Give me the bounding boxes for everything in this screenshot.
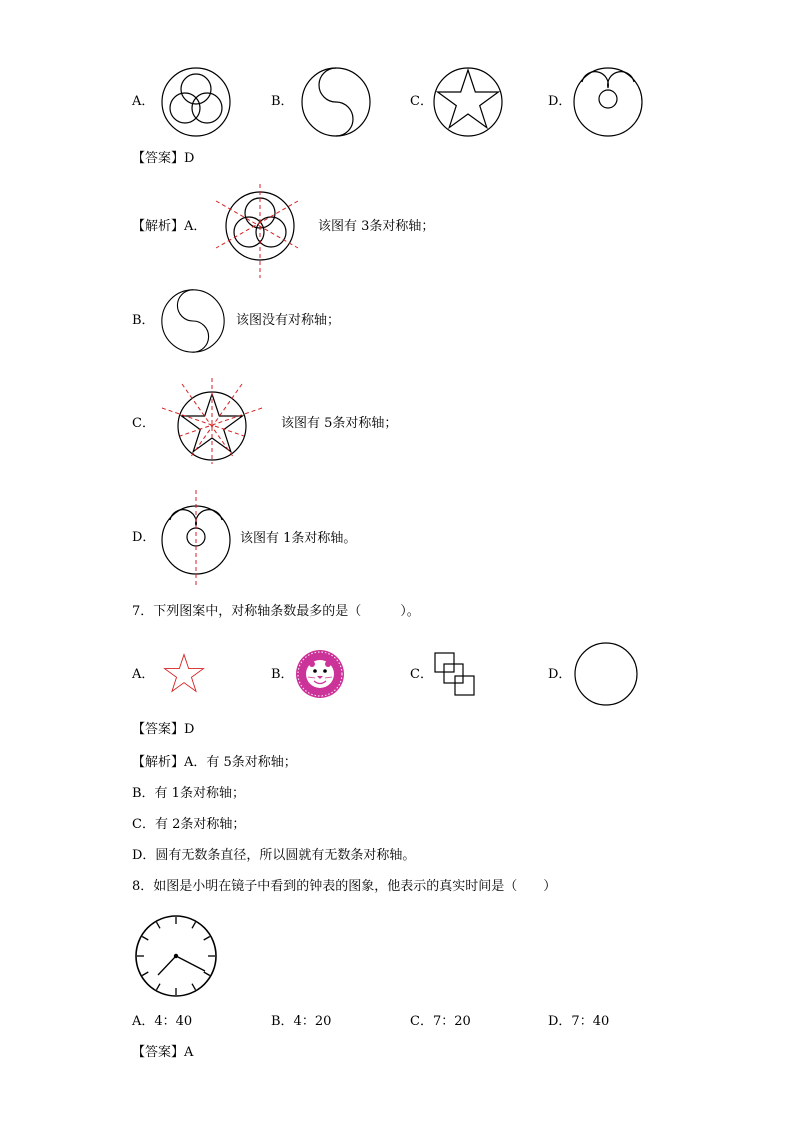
q6-option-c-label: C． [410, 94, 433, 109]
q8-option-c: C．7：20 [410, 1014, 471, 1029]
q6-analysis-figure-a-with-axes [224, 190, 296, 262]
q8-mirrored-clock-icon [134, 914, 218, 998]
q6-option-d-label: D． [548, 94, 572, 109]
clock-tick [204, 972, 210, 976]
q6-analysis-b-text: 该图没有对称轴； [236, 313, 341, 328]
q7-figure-c-three-squares [434, 652, 476, 698]
q6-analysis-lead: 【解析】A． [132, 219, 207, 234]
q6-analysis-figure-b [160, 288, 226, 354]
clock-tick [157, 984, 161, 990]
q7-option-d-label: D． [548, 667, 572, 682]
q6-analysis-c-label: C． [132, 416, 155, 431]
q8-option-b: B．4：20 [271, 1014, 332, 1029]
clock-tick [192, 922, 196, 928]
q6-analysis-b-label: B． [132, 313, 155, 328]
q6-figure-d-heart-shape-circle [572, 66, 644, 138]
clock-tick [157, 922, 161, 928]
q7-answer: 【答案】D [132, 722, 195, 737]
clock-tick [192, 984, 196, 990]
clock-tick [204, 937, 210, 941]
q6-figure-b-s-curve-circle [300, 66, 372, 138]
q7-analysis-line-4: D．圆有无数条直径，所以圆就有无数条对称轴。 [132, 848, 416, 863]
q7-figure-b-lion-face [296, 650, 344, 698]
q7-analysis-line-1: 【解析】A．有 5条对称轴； [132, 755, 297, 770]
q8-option-d: D．7：40 [548, 1014, 610, 1029]
q8-stem: 8．如图是小明在镜子中看到的钟表的图象，他表示的真实时间是（ ） [132, 879, 557, 894]
q6-analysis-figure-d-with-axis [160, 504, 232, 576]
q8-option-a: A．4：40 [132, 1014, 193, 1029]
q6-option-a-label: A． [132, 94, 155, 109]
q6-answer: 【答案】D [132, 151, 195, 166]
q6-figure-a-three-petal-circle [160, 66, 232, 138]
q6-analysis-a-text: 该图有 3条对称轴； [318, 219, 435, 234]
q7-analysis-line-3: C．有 2条对称轴； [132, 817, 246, 832]
q6-analysis-figure-c-with-axes [176, 390, 248, 462]
q6-analysis-c-text: 该图有 5条对称轴； [281, 416, 398, 431]
q7-option-b-label: B． [271, 667, 294, 682]
q6-option-b-label: B． [271, 94, 294, 109]
q6-analysis-d-label: D． [132, 530, 156, 545]
clock-tick [142, 972, 148, 976]
clock-tick [142, 937, 148, 941]
q7-stem: 7．下列图案中，对称轴条数最多的是（ ）。 [132, 604, 420, 619]
q8-answer: 【答案】A [132, 1045, 194, 1060]
q7-analysis-line-2: B．有 1条对称轴； [132, 786, 245, 801]
q7-figure-a-star [160, 652, 208, 698]
q6-figure-c-star-in-circle [432, 66, 504, 138]
q6-analysis-d-text: 该图有 1条对称轴。 [240, 531, 357, 546]
q7-option-c-label: C． [410, 667, 433, 682]
q7-figure-d-circle [574, 642, 638, 706]
q7-option-a-label: A． [132, 667, 155, 682]
